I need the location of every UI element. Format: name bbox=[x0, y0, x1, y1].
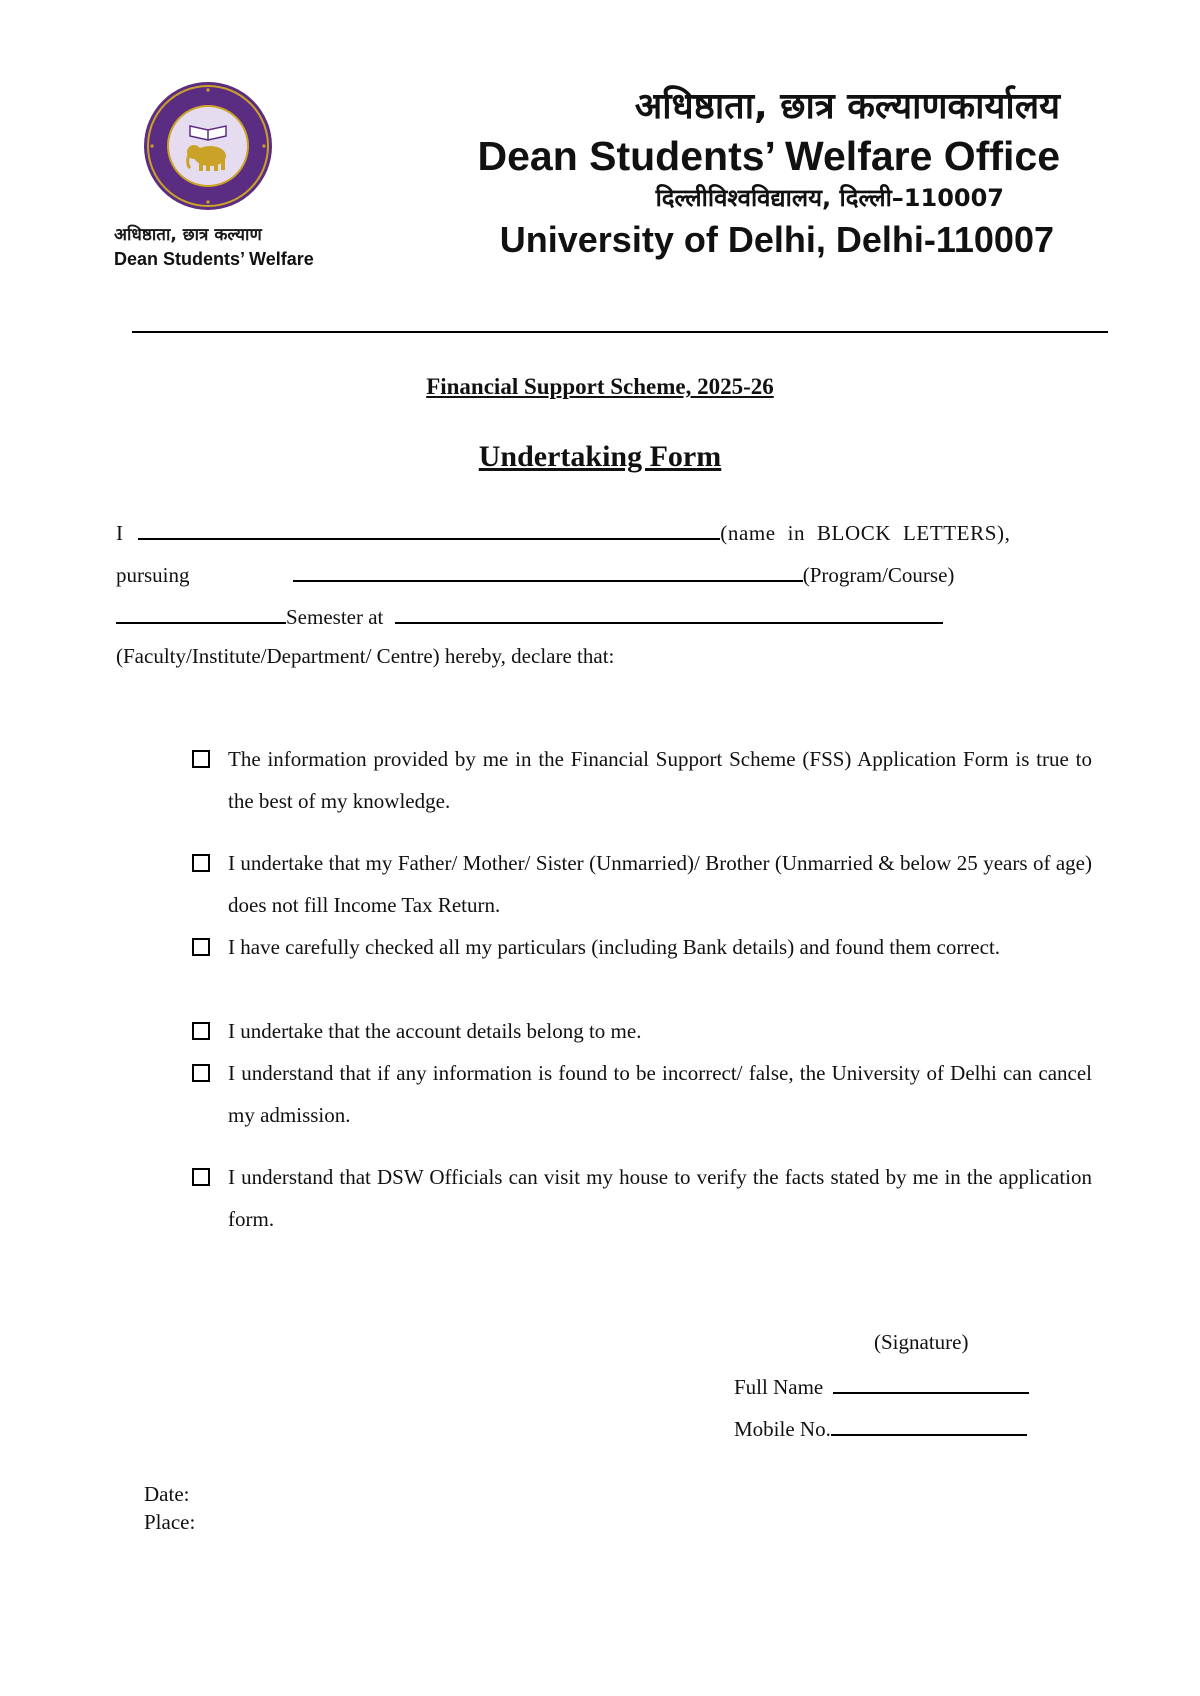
office-name-hindi: अधिष्ठाता, छात्र कल्याणकार्यालय bbox=[634, 86, 1060, 127]
declaration-item bbox=[192, 1010, 1092, 1052]
declaration-item bbox=[192, 926, 1092, 968]
logo-caption-hindi: अधिष्ठाता, छात्र कल्याण bbox=[114, 225, 262, 245]
office-name-english: Dean Students’ Welfare Office bbox=[477, 133, 1060, 179]
program-line bbox=[116, 560, 954, 588]
semester-line bbox=[116, 602, 943, 630]
declaration-text: I understand that DSW Officials can visit my house to verify the facts stated by me in the application form. bbox=[228, 1165, 1092, 1231]
declaration-item bbox=[192, 1156, 1092, 1240]
name-blank[interactable] bbox=[138, 518, 720, 540]
form-title: Undertaking Form bbox=[478, 440, 722, 473]
declaration-text: I understand that if any information is found to be incorrect/ false, the University of Delhi can cancel my admission. bbox=[228, 1061, 1092, 1127]
university-address-english: University of Delhi, Delhi-110007 bbox=[499, 219, 1054, 260]
mobile-blank[interactable] bbox=[831, 1414, 1027, 1436]
full-name-row bbox=[734, 1372, 1029, 1400]
declaration-text: I undertake that the account details belong to me. bbox=[228, 1019, 642, 1043]
declaration-text: I have carefully checked all my particulars (including Bank details) and found them correct. bbox=[228, 935, 1001, 959]
program-line-suffix: (Program/Course) bbox=[802, 563, 955, 587]
university-seal-logo bbox=[142, 80, 274, 212]
university-address-hindi: दिल्लीविश्वविद्यालय, दिल्ली–110007 bbox=[655, 184, 1004, 212]
name-line bbox=[116, 518, 1010, 546]
program-blank[interactable] bbox=[293, 560, 803, 582]
full-name-blank[interactable] bbox=[833, 1372, 1029, 1394]
full-name-label: Full Name bbox=[734, 1375, 824, 1399]
declaration-checkbox[interactable] bbox=[192, 854, 210, 872]
semester-blank[interactable] bbox=[116, 602, 286, 624]
logo-caption bbox=[114, 222, 354, 270]
institute-blank[interactable] bbox=[395, 602, 943, 624]
declaration-item bbox=[192, 1052, 1092, 1136]
semester-line-middle: Semester at bbox=[286, 605, 384, 629]
name-line-prefix: I bbox=[116, 521, 123, 545]
scheme-title: Financial Support Scheme, 2025-26 bbox=[426, 374, 774, 399]
logo-caption-english: Dean Students’ Welfare bbox=[114, 249, 314, 269]
date-place-block bbox=[144, 1480, 195, 1536]
declaration-checkbox[interactable] bbox=[192, 1064, 210, 1082]
letterhead bbox=[420, 84, 1060, 262]
declaration-item bbox=[192, 738, 1092, 822]
declaration-item bbox=[192, 842, 1092, 926]
declaration-checkbox[interactable] bbox=[192, 1022, 210, 1040]
name-line-suffix: (name in BLOCK LETTERS), bbox=[720, 521, 1011, 545]
declaration-checkbox[interactable] bbox=[192, 750, 210, 768]
declaration-text: I undertake that my Father/ Mother/ Sister (Unmarried)/ Brother (Unmarried & below 25 years of age) does not fill Income Tax Return. bbox=[228, 851, 1092, 917]
mobile-row bbox=[734, 1414, 1027, 1442]
declare-line: (Faculty/Institute/Department/ Centre) hereby, declare that: bbox=[116, 644, 615, 668]
header-divider bbox=[132, 331, 1108, 333]
declaration-text: The information provided by me in the Financial Support Scheme (FSS) Application Form is true to the best of my knowledge. bbox=[228, 747, 1092, 813]
program-line-prefix: pursuing bbox=[116, 563, 190, 587]
mobile-label: Mobile No. bbox=[734, 1417, 831, 1441]
place-label: Place: bbox=[144, 1510, 196, 1534]
signature-label: (Signature) bbox=[874, 1330, 969, 1354]
date-label: Date: bbox=[144, 1482, 190, 1506]
declaration-checkbox[interactable] bbox=[192, 938, 210, 956]
declaration-checkbox[interactable] bbox=[192, 1168, 210, 1186]
